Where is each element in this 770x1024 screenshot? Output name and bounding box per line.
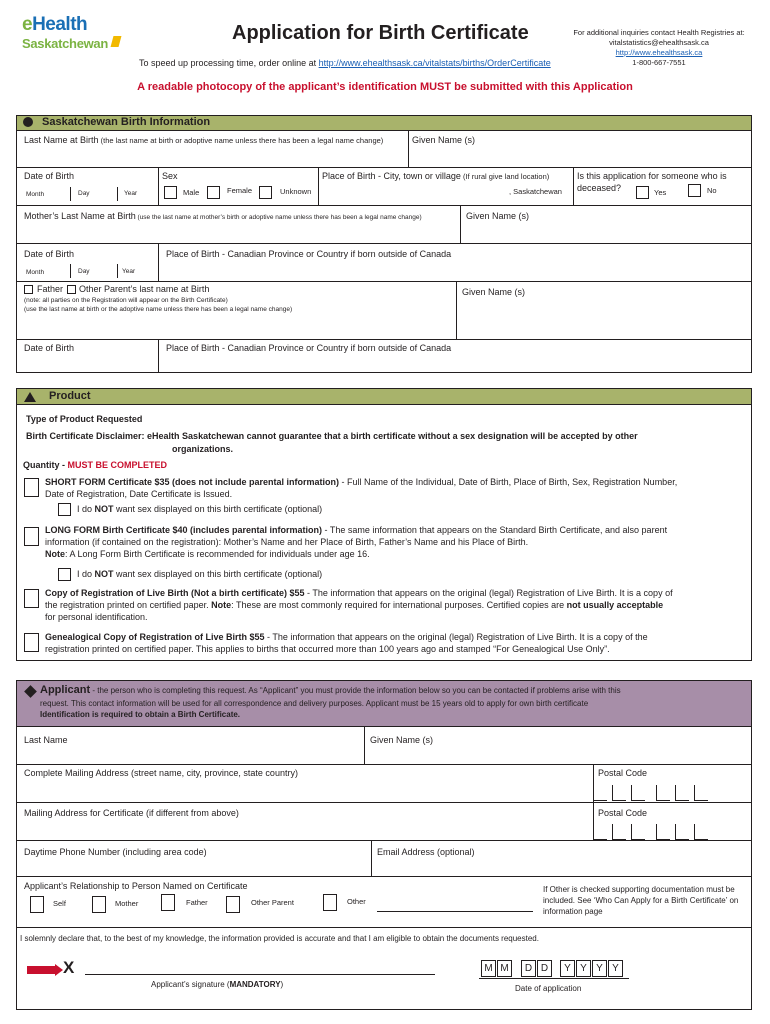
id-warning: A readable photocopy of the applicant’s identification MUST be submitted with this Application: [137, 81, 633, 93]
sex-unknown-checkbox[interactable]: [259, 186, 272, 199]
long-note-text: : A Long Form Birth Certificate is recommended for individuals under age 16.: [65, 549, 370, 559]
pob-label: [322, 171, 549, 181]
long-form-line1: [45, 524, 745, 536]
short-form-desc: [45, 476, 745, 500]
father-label: Father: [37, 284, 64, 294]
date-box[interactable]: D: [537, 960, 552, 977]
rel-other-label: Other: [347, 897, 366, 906]
rel-other-parent-checkbox[interactable]: [226, 896, 240, 913]
arrowhead-icon: [55, 964, 63, 976]
sig-mandatory: MANDATORY: [229, 980, 281, 989]
sex-unknown-label: Unknown: [280, 187, 312, 196]
copy-registration-quantity[interactable]: [24, 589, 39, 608]
rel-other-checkbox[interactable]: [323, 894, 337, 911]
product-header: [16, 388, 752, 405]
logo-mark-icon: [111, 36, 122, 47]
birth-info-title: Saskatchewan Birth Information: [42, 116, 211, 128]
divider: [158, 167, 159, 205]
date-label: Date of application: [515, 984, 582, 993]
logo-e: e: [22, 14, 33, 35]
divider: [158, 339, 159, 373]
long-form-quantity[interactable]: [24, 527, 39, 546]
email-label: Email Address (optional): [377, 847, 475, 857]
pob-note: (If rural give land location): [460, 172, 550, 181]
other-parent-label: Other Parent’s last name at Birth: [79, 284, 210, 294]
divider: [371, 840, 372, 876]
date-line: [479, 978, 629, 979]
short-form-line2: Date of Registration, Date Certificate is Issued.: [45, 489, 233, 499]
postal-code-label-1: Postal Code: [598, 768, 648, 778]
rel-self-checkbox[interactable]: [30, 896, 44, 913]
long-form-desc: [45, 524, 745, 560]
signature-label: [151, 980, 283, 989]
declaration: I solemnly declare that, to the best of my knowledge, the information provided is accurate and that I am eligible to obtain the documents requested.: [20, 934, 539, 943]
other-parent-checkbox[interactable]: [67, 285, 76, 294]
pob-text: Place of Birth - City, town or village: [322, 171, 461, 181]
rel-father-label: Father: [186, 898, 208, 907]
copy-not-acceptable: not usually acceptable: [566, 600, 664, 610]
divider: [16, 243, 752, 244]
type-label: Type of Product Requested: [26, 414, 143, 424]
divider: [16, 339, 752, 340]
contact-line: For additional inquiries contact Health Registries at:: [573, 28, 745, 37]
ehealth-logo: [22, 14, 87, 36]
copy-note-text: : These are most commonly required for international purposes. Certified copies are: [231, 600, 567, 610]
subtitle-text: To speed up processing time, order online at: [139, 58, 319, 68]
bullet-icon: [23, 117, 33, 127]
pob-province: , Saskatchewan: [509, 187, 562, 196]
sex-female-label: Female: [227, 186, 253, 195]
date-box[interactable]: D: [521, 960, 536, 977]
deceased-no-checkbox[interactable]: [688, 184, 701, 197]
mother-name-label: [24, 211, 422, 221]
date-box[interactable]: M: [481, 960, 496, 977]
divider: [16, 927, 752, 928]
divider: [16, 802, 752, 803]
divider: [16, 281, 752, 282]
short-form-quantity[interactable]: [24, 478, 39, 497]
copy-note-label: Note: [211, 600, 232, 610]
product-title: Product: [49, 390, 91, 402]
mailing-address-label: Complete Mailing Address (street name, city, province, state country): [24, 768, 298, 778]
no-sex-text: I do: [77, 569, 95, 579]
sex-female-checkbox[interactable]: [207, 186, 220, 199]
father-note-1: (note: all parties on the Registration will appear on the Birth Certificate): [24, 297, 228, 304]
contact-website-link[interactable]: http://www.ehealthsask.ca: [615, 48, 703, 57]
quantity-text: Quantity -: [23, 460, 68, 470]
divider: [158, 243, 159, 281]
disclaimer-1: Birth Certificate Disclaimer: eHealth Saskatchewan cannot guarantee that a birth certificate without a sex designation will be accepted by other: [26, 431, 638, 441]
applicant-desc-3: Identification is required to obtain a Birth Certificate.: [40, 710, 241, 719]
app-given-name-label: Given Name (s): [370, 735, 434, 745]
postal-box[interactable]: [656, 824, 670, 840]
subtitle: [139, 58, 551, 68]
postal-box[interactable]: [612, 824, 626, 840]
gen-text: - The information that appears on the original (legal) Registration of Live Birth. It is a copy of the: [264, 632, 648, 642]
divider: [456, 281, 457, 339]
other-note: If Other is checked supporting documentation must be included. See ‘Who Can Apply for a Birth Certificate’ on information page: [543, 885, 739, 916]
copy-line3: for personal identification.: [45, 612, 148, 622]
app-last-name-label: Last Name: [24, 735, 68, 745]
divider: [70, 187, 71, 201]
mother-given-label: Given Name (s): [466, 211, 530, 221]
contact-email[interactable]: vitalstatistics@ehealthsask.ca: [609, 38, 709, 47]
genealogical-desc: [45, 631, 745, 655]
father-note-2: (use the last name at birth or the adoptive name unless there has been a legal name change): [24, 306, 293, 313]
deceased-yes-checkbox[interactable]: [636, 186, 649, 199]
triangle-icon: [24, 392, 36, 402]
no-sex-text: I do: [77, 504, 95, 514]
mother-dob-label: Date of Birth: [24, 249, 75, 259]
father-checkbox[interactable]: [24, 285, 33, 294]
copy-registration-desc: [45, 587, 745, 623]
quantity-label: [23, 459, 167, 471]
relationship-label: Applicant’s Relationship to Person Named on Certificate: [24, 881, 248, 891]
copy-line1: [45, 587, 745, 599]
divider: [408, 131, 409, 167]
rel-mother-checkbox[interactable]: [92, 896, 106, 913]
quantity-required: MUST BE COMPLETED: [67, 460, 168, 470]
last-name-label: [24, 135, 383, 145]
mother-dob-year: Year: [122, 268, 136, 275]
dob-label: Date of Birth: [24, 171, 75, 181]
disclaimer-2: organizations.: [172, 444, 234, 454]
dob-day: Day: [78, 190, 90, 197]
father-given-label: Given Name (s): [462, 287, 526, 297]
postal-box[interactable]: [631, 785, 645, 801]
divider: [16, 840, 752, 841]
divider: [16, 167, 752, 168]
short-no-sex-label: [77, 503, 322, 515]
postal-code-label-2: Postal Code: [598, 808, 648, 818]
genealogical-quantity[interactable]: [24, 633, 39, 652]
order-online-link[interactable]: http://www.ehealthsask.ca/vitalstats/births/OrderCertificate: [318, 58, 551, 68]
gen-line2: registration printed on certified paper. This applies to births that occurred more than 100 years ago and stamped “For Genealogical Use Only”.: [45, 644, 610, 654]
mother-name-note: (use the last name at mother’s birth or adoptive name unless there has been a legal name change): [135, 214, 422, 221]
long-form-text: - The same information that appears on the Standard Birth Certificate, and also parent: [322, 525, 668, 535]
applicant-title: Applicant: [40, 684, 91, 696]
father-pob-label: Place of Birth - Canadian Province or Country if born outside of Canada: [166, 343, 452, 353]
divider: [364, 727, 365, 764]
sig-close: ): [280, 980, 284, 989]
sig-text: Applicant’s signature (: [151, 980, 230, 989]
contact-info: [565, 28, 753, 68]
postal-box[interactable]: [694, 824, 708, 840]
no-sex-not: NOT: [94, 504, 114, 514]
mailing-cert-label: Mailing Address for Certificate (if different from above): [24, 808, 239, 818]
deceased-label: Is this application for someone who is deceased?: [577, 171, 727, 193]
postal-box[interactable]: [593, 824, 607, 840]
short-form-title: SHORT FORM Certificate $35 (does not include parental information): [45, 477, 340, 487]
mother-dob-day: Day: [78, 268, 90, 275]
divider: [318, 167, 319, 205]
mother-pob-label: Place of Birth - Canadian Province or Country if born outside of Canada: [166, 249, 452, 259]
birth-info-section: [16, 115, 752, 373]
divider: [16, 205, 752, 206]
rel-mother-label: Mother: [115, 899, 139, 908]
rel-other-line[interactable]: [377, 911, 533, 912]
postal-box[interactable]: [675, 824, 689, 840]
sex-label: Sex: [162, 171, 178, 181]
date-box[interactable]: M: [497, 960, 512, 977]
mother-dob-month: Month: [26, 269, 45, 276]
last-name-note: (the last name at birth or adoptive name unless there has been a legal name change): [98, 136, 384, 145]
no-sex-not: NOT: [94, 569, 114, 579]
logo-health: Health: [32, 14, 88, 35]
arrow-icon: [27, 966, 55, 974]
divider: [16, 764, 752, 765]
rel-other-parent-label: Other Parent: [251, 898, 294, 907]
postal-box[interactable]: [631, 824, 645, 840]
rel-self-label: Self: [53, 899, 66, 908]
applicant-desc-1: [40, 684, 621, 696]
long-no-sex-checkbox[interactable]: [58, 568, 71, 581]
long-no-sex-label: [77, 568, 322, 580]
divider: [70, 264, 71, 278]
date-box[interactable]: Y: [608, 960, 623, 977]
dob-month: Month: [26, 191, 45, 198]
gen-title: Genealogical Copy of Registration of Live Birth $55: [45, 632, 265, 642]
copy-line2: [45, 599, 745, 611]
sex-male-label: Male: [183, 188, 200, 197]
long-form-note: [45, 548, 745, 560]
short-form-text: - Full Name of the Individual, Date of Birth, Place of Birth, Sex, Registration Number,: [339, 477, 678, 487]
given-name-label: Given Name (s): [412, 135, 476, 145]
date-box[interactable]: Y: [576, 960, 591, 977]
date-box[interactable]: Y: [560, 960, 575, 977]
copy-text: - The information that appears on the original (legal) Registration of Live Birth. It is a copy of: [304, 588, 673, 598]
short-no-sex-checkbox[interactable]: [58, 503, 71, 516]
no-sex-rest: want sex displayed on this birth certificate (optional): [113, 504, 323, 514]
sex-male-checkbox[interactable]: [164, 186, 177, 199]
page-title: Application for Birth Certificate: [232, 22, 529, 44]
postal-box[interactable]: [675, 785, 689, 801]
phone-label: Daytime Phone Number (including area code): [24, 847, 207, 857]
postal-box[interactable]: [656, 785, 670, 801]
gen-line1: [45, 631, 745, 643]
divider: [117, 264, 118, 278]
applicant-section: [16, 680, 752, 1010]
deceased-no-label: No: [707, 186, 717, 195]
divider: [16, 876, 752, 877]
no-sex-rest: want sex displayed on this birth certificate (optional): [113, 569, 323, 579]
long-form-line2: information (if contained on the registration): Mother’s Name and her Place of Birth, Father’s Name and his Place of Birth.: [45, 537, 529, 547]
dob-year: Year: [124, 190, 138, 197]
mother-name-text: Mother’s Last Name at Birth: [24, 211, 136, 221]
long-form-title: LONG FORM Birth Certificate $40 (includes parental information): [45, 525, 323, 535]
long-note-label: Note: [45, 549, 65, 559]
applicant-desc-2: request. This contact information will be used for all correspondence and delivery purposes. Applicant must be 15 years old to apply for own birth certificate: [40, 699, 589, 708]
divider: [573, 167, 574, 205]
signature-line[interactable]: [85, 974, 435, 975]
copy-text2: the registration printed on certified paper.: [45, 600, 212, 610]
applicant-desc-text: - the person who is completing this request. As “Applicant” you must provide the information below so you can be contacted if problems arise with this: [90, 686, 621, 695]
date-box[interactable]: Y: [592, 960, 607, 977]
last-name-text: Last Name at Birth: [24, 135, 99, 145]
divider: [460, 205, 461, 243]
logo-saskatchewan: Saskatchewan: [22, 36, 109, 51]
short-form-line1: [45, 476, 745, 488]
copy-title: Copy of Registration of Live Birth (Not a birth certificate) $55: [45, 588, 305, 598]
signature-x: X: [63, 958, 75, 977]
deceased-yes-label: Yes: [654, 188, 667, 197]
postal-box[interactable]: [593, 785, 607, 801]
postal-box[interactable]: [612, 785, 626, 801]
postal-box[interactable]: [694, 785, 708, 801]
rel-father-checkbox[interactable]: [161, 894, 175, 911]
contact-phone: 1-800-667-7551: [632, 58, 686, 67]
father-dob-label: Date of Birth: [24, 343, 75, 353]
divider: [117, 187, 118, 201]
